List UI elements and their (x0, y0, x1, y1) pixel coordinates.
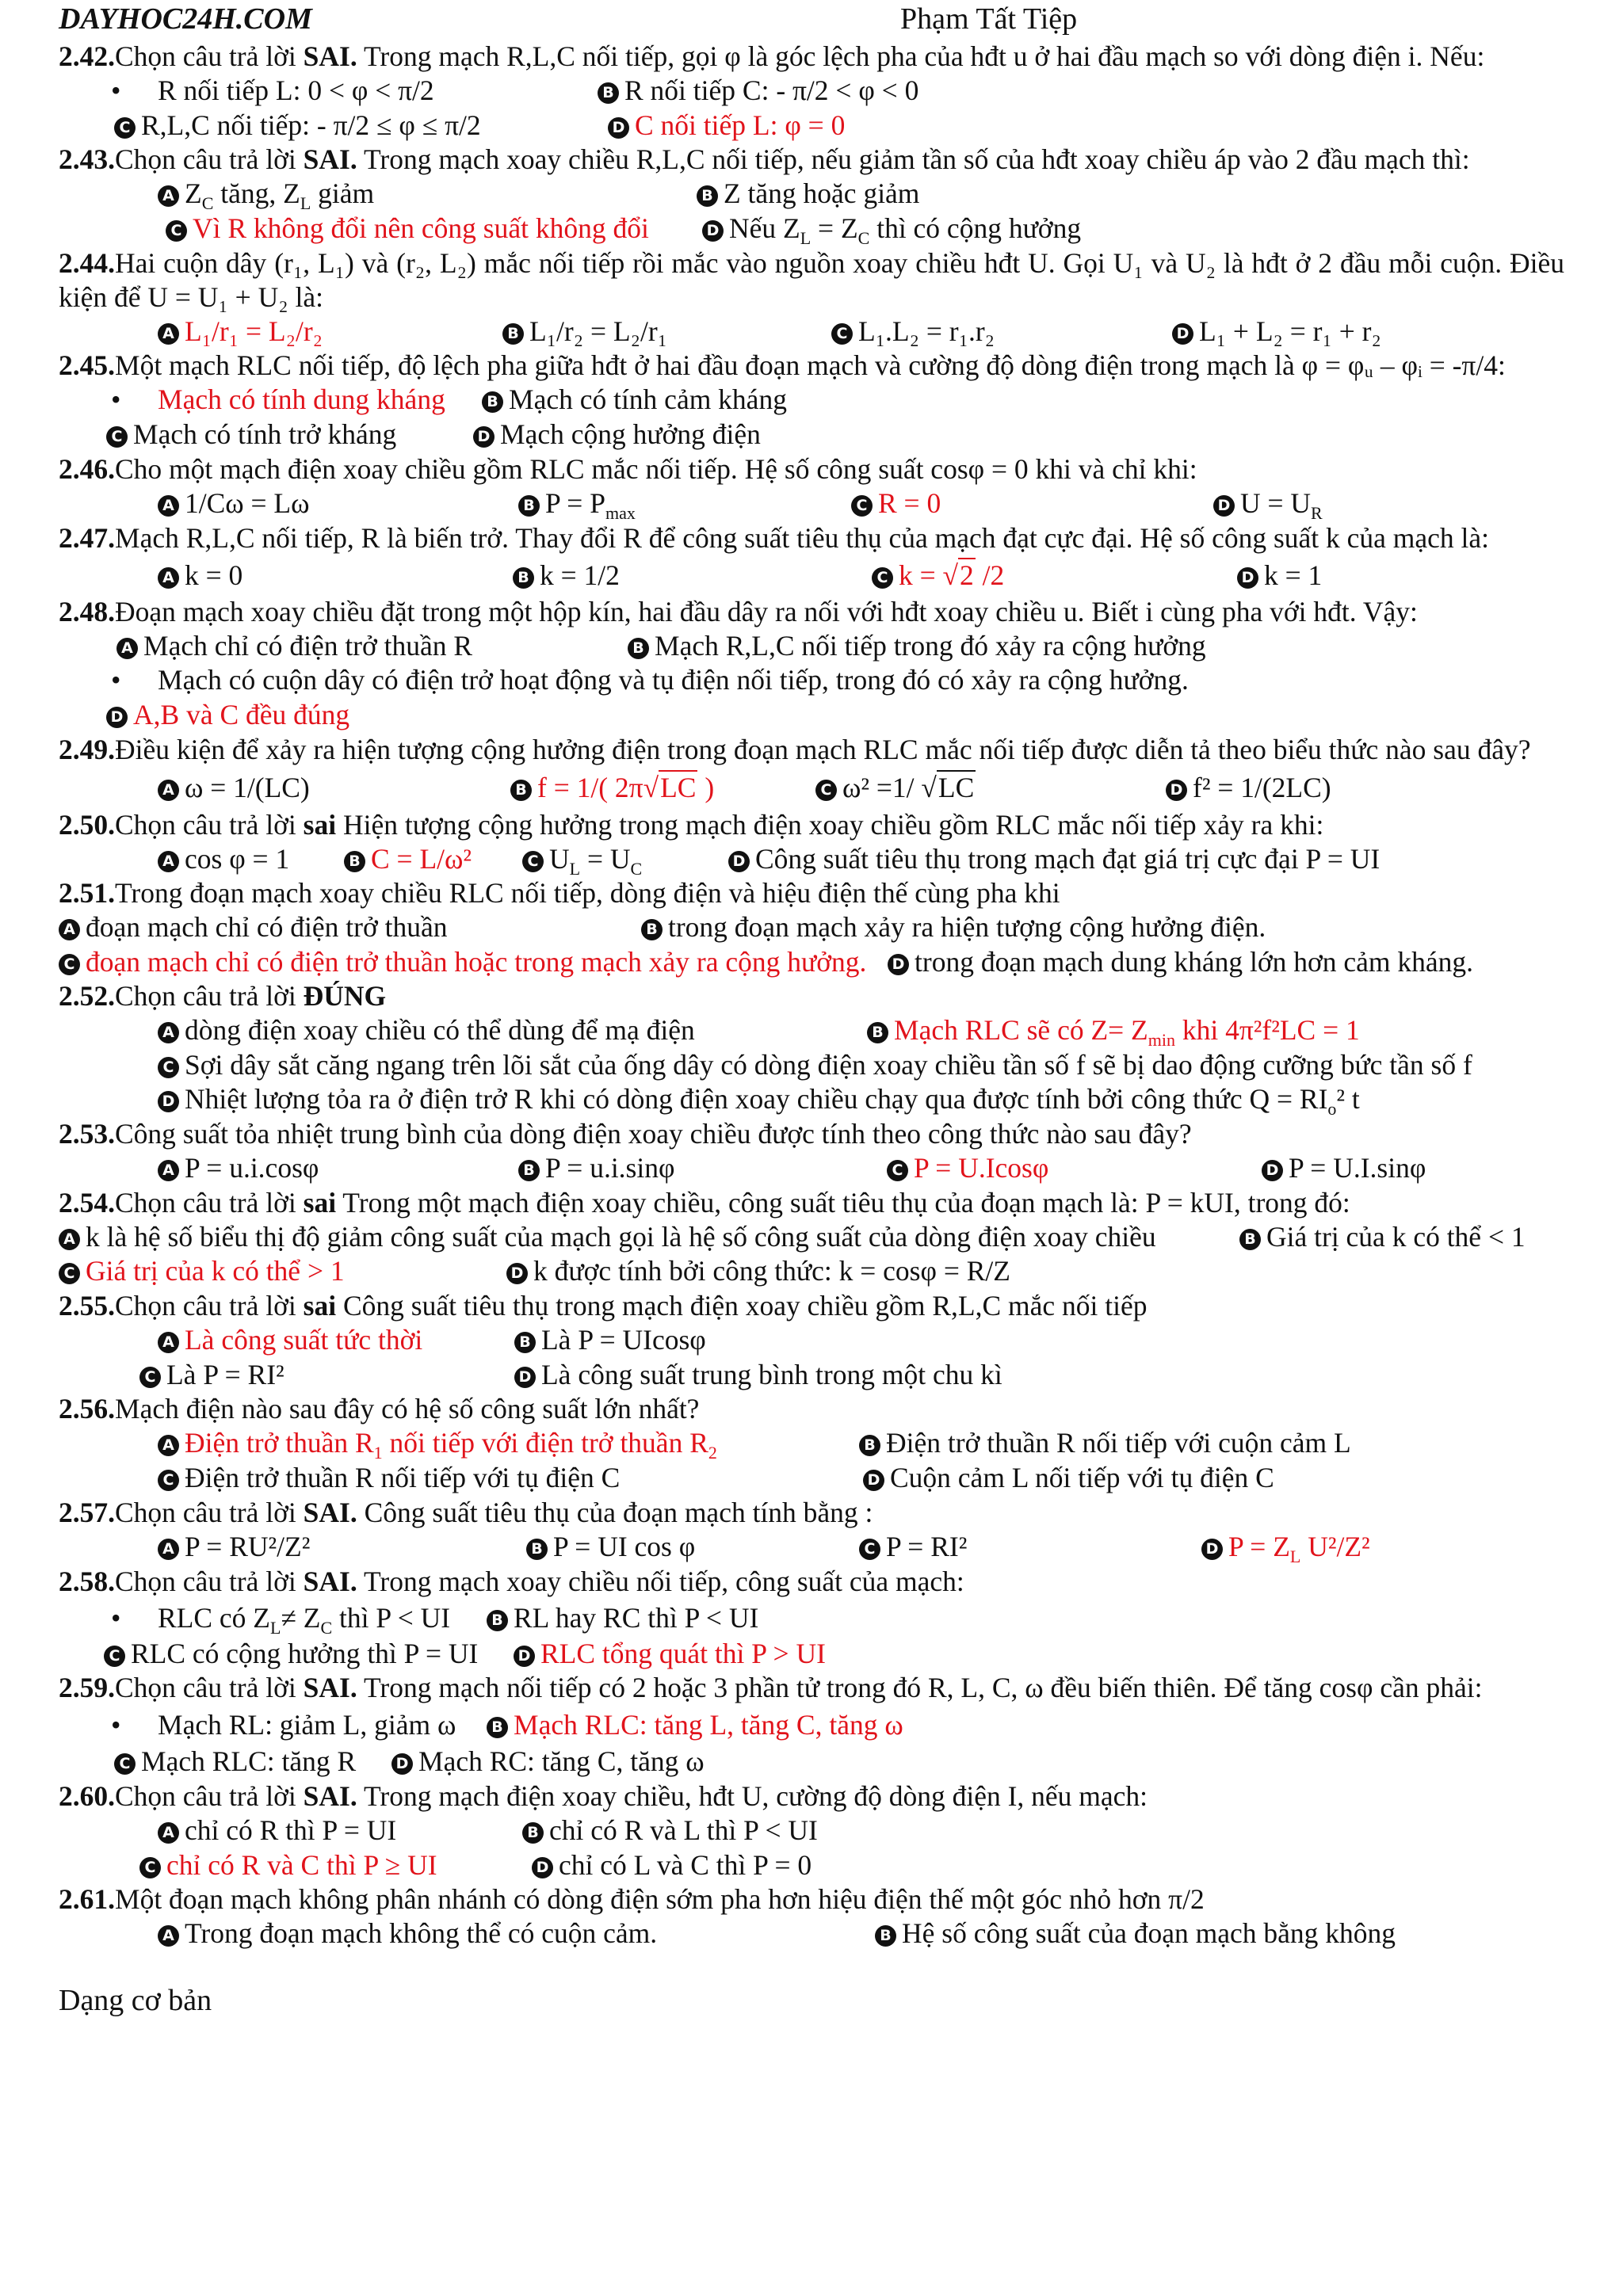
question-2-61: 2.61.Một đoạn mạch không phân nhánh có dòng điện sớm pha hơn hiệu điện thế một góc nhỏ hơn π/2 (59, 1883, 1205, 1916)
option-marker-icon: D (1262, 1160, 1283, 1181)
option-marker-icon: D (888, 954, 909, 975)
option-b: B f = 1/( 2π√LC ) (510, 767, 714, 808)
option-marker-icon: A (158, 185, 179, 207)
option-d: D Mạch cộng hưởng điện (473, 418, 761, 452)
option-marker-icon: A (59, 919, 80, 940)
option-marker-icon: B (641, 919, 663, 940)
option-a: A chỉ có R thì P = UI (158, 1814, 396, 1848)
option-marker-icon: C (59, 954, 80, 975)
option-c: C Vì R không đổi nên công suất không đổi (166, 212, 649, 246)
option-b: B Mạch có tính cảm kháng (482, 383, 787, 418)
question-2-48: 2.48.Đoạn mạch xoay chiều đặt trong một hộp kín, hai đầu dây ra nối với hđt xoay chiều u. Biết i cùng pha với hđt. Vậy: (59, 595, 1418, 627)
question-2-54: 2.54.Chọn câu trả lời sai Trong một mạch điện xoay chiều, công suất tiêu thụ của đoạn mạch là: P = kUI, trong đó: (59, 1186, 1350, 1219)
option-marker-icon: D (473, 426, 495, 448)
option-c: C P = RI² (859, 1530, 967, 1565)
option-marker-icon: A (158, 1022, 179, 1043)
option-marker-icon: B (598, 82, 619, 104)
option-marker-icon: A (158, 1822, 179, 1844)
option-marker-icon: A (158, 567, 179, 589)
option-c: C R,L,C nối tiếp: - π/2 ≤ φ ≤ π/2 (114, 109, 481, 143)
options-row (59, 418, 1564, 452)
option-d: D A,B và C đều đúng (106, 698, 349, 733)
option-a: A dòng điện xoay chiều có thể dùng để mạ điện (158, 1013, 695, 1048)
question-2-43: 2.43.Chọn câu trả lời SAI. Trong mạch xoay chiều R,L,C nối tiếp, nếu giảm tần số của hđt xoay chiều áp vào 2 đầu mạch thì: (59, 143, 1470, 176)
options-row (59, 1426, 1564, 1461)
option-b: B $P = P_{max}$ (518, 486, 636, 531)
option-b: B L₁/r₂ = L₂/r₁ (502, 315, 667, 349)
option-d: D RLC tổng quát thì P > UI (514, 1637, 826, 1672)
author-name: Phạm Tất Tiệp (900, 2, 1078, 36)
options-row (59, 109, 1564, 143)
option-b: B Mạch RLC: tăng L, tăng C, tăng ω (487, 1705, 903, 1745)
option-b: B Điện trở thuần R nối tiếp với cuộn cảm L (859, 1426, 1351, 1461)
option-d: D P = U.I.sinφ (1262, 1151, 1426, 1186)
options-row (59, 1637, 1564, 1672)
option-d: D k = 1 (1237, 555, 1322, 595)
options-row (59, 1082, 1564, 1117)
option-c: C L₁.L₂ = r₁.r₂ (831, 315, 995, 349)
option-marker-icon: A (158, 323, 179, 345)
option-c: C R = 0 (851, 486, 941, 521)
options-row (59, 177, 1564, 212)
option-marker-icon: C (139, 1857, 161, 1878)
option-c: C Mạch RLC: tăng R (114, 1745, 356, 1779)
option-marker-icon: C (158, 1057, 179, 1078)
option-c: C P = U.Icosφ (887, 1151, 1048, 1186)
option-a: A ω = 1/(LC) (158, 767, 310, 808)
option-d: D Nếu $Z_L = Z_C$ thì có cộng hưởng (702, 212, 1081, 256)
option-b: B R nối tiếp C: - π/2 < φ < 0 (598, 74, 918, 109)
option-c: C Giá trị của k có thể > 1 (59, 1254, 345, 1289)
option-a: A k là hệ số biểu thị độ giảm công suất của mạch gọi là hệ số công suất của dòng điện xoay chiều (59, 1220, 1156, 1255)
options-row (59, 1917, 1564, 1951)
option-a: A k = 0 (158, 555, 242, 595)
option-marker-icon: C (106, 426, 128, 448)
option-marker-icon: C (831, 323, 853, 345)
option-b: B k = 1/2 (513, 555, 620, 595)
option-d: D $U = U_R$ (1213, 486, 1323, 531)
option-marker-icon: B (510, 780, 532, 801)
option-marker-icon: D (1237, 567, 1258, 589)
option-marker-icon: B (526, 1539, 548, 1560)
option-marker-icon: C (158, 1470, 179, 1491)
options-row (59, 767, 1564, 808)
option-a: A Điện trở thuần $R_1$ nối tiếp với điện trở thuần $R_2$ (158, 1426, 717, 1470)
options-row (59, 1013, 1564, 1051)
option-d: D C nối tiếp L: φ = 0 (608, 109, 845, 143)
site-name: DAYHOC24H.COM (59, 2, 312, 36)
option-marker-icon: B (514, 1332, 536, 1353)
question-2-58: 2.58.Chọn câu trả lời SAI. Trong mạch xoay chiều nối tiếp, công suất của mạch: (59, 1565, 964, 1597)
bullet-icon: • (111, 74, 121, 106)
option-d: D Công suất tiêu thụ trong mạch đạt giá trị cực đại P = UI (728, 842, 1380, 877)
question-2-45: 2.45.Một mạch RLC nối tiếp, độ lệch pha giữa hđt ở hai đầu đoạn mạch và cường độ dòng điện trong mạch là φ = φᵤ – φᵢ = -π/4: (59, 349, 1506, 382)
option-marker-icon: A (158, 851, 179, 872)
option-marker-icon: D (1201, 1539, 1223, 1560)
option-b: B Z tăng hoặc giảm (697, 177, 919, 212)
option-b: B Mạch RLC sẽ có $Z= Z_{min}$ khi 4π²f²LC = 1 (867, 1013, 1360, 1058)
option-marker-icon: C (522, 851, 544, 872)
options-row (59, 1461, 1564, 1496)
option-c: C Là P = RI² (139, 1358, 285, 1393)
sqrt-symbol: √LC (921, 771, 975, 803)
option-marker-icon: A (116, 638, 138, 659)
page-header (59, 0, 1564, 40)
option-marker-icon: B (522, 1822, 544, 1844)
option-d: D Cuộn cảm L nối tiếp với tụ điện C (863, 1461, 1274, 1496)
options-row (59, 1745, 1564, 1779)
options-row (59, 1530, 1564, 1565)
option-d: D k được tính bởi công thức: k = cosφ = R/Z (506, 1254, 1010, 1289)
page (59, 0, 1564, 2018)
options-row (59, 383, 1564, 418)
option-a: A 1/Cω = Lω (158, 486, 309, 521)
option-marker-icon: C (815, 780, 837, 801)
bullet-icon: • (111, 1601, 121, 1634)
option-marker-icon: B (482, 391, 503, 413)
option-c: C đoạn mạch chỉ có điện trở thuần hoặc trong mạch xảy ra cộng hưởng. (59, 946, 866, 978)
options-row (59, 212, 1564, 249)
question-2-59: 2.59.Chọn câu trả lời SAI. Trong mạch nối tiếp có 2 hoặc 3 phần tử trong đó R, L, C, ω đều biến thiên. Để tăng cosφ cần phải: (59, 1672, 1483, 1704)
options-row (59, 1323, 1564, 1358)
option-marker-icon: D (506, 1263, 528, 1284)
bullet-icon: • (111, 1709, 121, 1741)
options-row (59, 1599, 1564, 1637)
option-marker-icon: B (875, 1925, 896, 1947)
option-d: D L₁ + L₂ = r₁ + r₂ (1172, 315, 1381, 349)
options-row (59, 663, 1564, 698)
option-b: B Mạch R,L,C nối tiếp trong đó xảy ra cộng hưởng (628, 629, 1206, 664)
option-marker-icon: D (514, 1646, 535, 1667)
options-row (59, 486, 1564, 521)
option-marker-icon: A (158, 780, 179, 801)
option-c: C RLC có cộng hưởng thì P = UI (104, 1637, 478, 1672)
option-marker-icon: B (487, 1717, 508, 1738)
option-a: Mạch RL: giảm L, giảm ω (158, 1709, 456, 1741)
option-d: D $P = Z_L$ U²/Z² (1201, 1530, 1370, 1574)
option-a: A L₁/r₁ = L₂/r₂ (158, 315, 323, 349)
option-marker-icon: A (158, 1539, 179, 1560)
option-marker-icon: A (59, 1229, 80, 1250)
question-2-57: 2.57.Chọn câu trả lời SAI. Công suất tiêu thụ của đoạn mạch tính bằng : (59, 1496, 873, 1528)
option-d: D Mạch RC: tăng C, tăng ω (391, 1745, 705, 1779)
options-row (59, 1151, 1564, 1186)
question-2-52: 2.52.Chọn câu trả lời ĐÚNG (59, 979, 387, 1012)
option-marker-icon: B (513, 567, 534, 589)
option-d: D Là công suất trung bình trong một chu kì (514, 1358, 1002, 1393)
option-marker-icon: C (872, 567, 893, 589)
option-marker-icon: B (487, 1610, 508, 1631)
option-a: R nối tiếp L: 0 < φ < π/2 (158, 74, 434, 106)
option-marker-icon: D (391, 1753, 413, 1775)
question-2-51: 2.51.Trong đoạn mạch xoay chiều RLC nối tiếp, dòng điện và hiệu điện thế cùng pha khi (59, 877, 1060, 910)
option-marker-icon: B (518, 495, 540, 517)
option-marker-icon: B (518, 1160, 540, 1181)
option-marker-icon: B (344, 851, 365, 872)
option-marker-icon: A (158, 1332, 179, 1353)
options-row (59, 315, 1564, 349)
option-c: C Điện trở thuần R nối tiếp với tụ điện C (158, 1461, 620, 1496)
option-marker-icon: C (887, 1160, 908, 1181)
option-c: Mạch có cuộn dây có điện trở hoạt động và tụ điện nối tiếp, trong đó có xảy ra cộng hưởng. (158, 664, 1189, 696)
option-b: B RL hay RC thì P < UI (487, 1599, 758, 1637)
option-a: A P = RU²/Z² (158, 1530, 310, 1565)
option-marker-icon: C (114, 1753, 136, 1775)
option-marker-icon: B (502, 323, 524, 345)
option-a: A Mạch chỉ có điện trở thuần R (116, 629, 472, 664)
question-2-56: 2.56.Mạch điện nào sau đây có hệ số công suất lớn nhất? (59, 1393, 700, 1425)
options-row (59, 1705, 1564, 1745)
option-marker-icon: A (158, 1435, 179, 1456)
option-a: A $Z_C$ tăng, $Z_L$ giảm (158, 177, 374, 221)
option-marker-icon: D (702, 220, 724, 242)
question-2-46: 2.46.Cho một mạch điện xoay chiều gồm RLC mắc nối tiếp. Hệ số công suất cosφ = 0 khi và chỉ khi: (59, 452, 1197, 485)
option-marker-icon: B (859, 1435, 880, 1456)
option-marker-icon: D (106, 707, 128, 728)
option-marker-icon: C (139, 1367, 161, 1388)
option-b: B chỉ có R và L thì P < UI (522, 1814, 818, 1848)
option-c: C Sợi dây sắt căng ngang trên lõi sắt của ống dây có dòng điện xoay chiều tần số f sẽ bị dao động cưỡng bức tần số f (158, 1048, 1472, 1083)
options-row (59, 910, 1564, 945)
option-marker-icon: C (851, 495, 873, 517)
option-marker-icon: D (1166, 780, 1187, 801)
option-b: B P = UI cos φ (526, 1530, 695, 1565)
option-c: C $U_L = U_C$ (522, 842, 642, 887)
option-marker-icon: D (608, 117, 629, 139)
question-2-42: 2.42.Chọn câu trả lời SAI. Trong mạch R,L,C nối tiếp, gọi φ là góc lệch pha của hđt u ở hai đầu mạch so với dòng điện i. Nếu: (59, 40, 1485, 72)
option-b: B Hệ số công suất của đoạn mạch bằng không (875, 1917, 1396, 1951)
option-marker-icon: A (158, 1925, 179, 1947)
question-2-60: 2.60.Chọn câu trả lời SAI. Trong mạch điện xoay chiều, hđt U, cường độ dòng điện I, nếu mạch: (59, 1779, 1148, 1812)
sqrt-symbol: √2 (942, 559, 974, 591)
options-row (59, 945, 1564, 979)
question-2-47: 2.47.Mạch R,L,C nối tiếp, R là biến trở. Thay đổi R để công suất tiêu thụ của mạch đạt cực đại. Hệ số công suất k của mạch là: (59, 521, 1490, 554)
option-marker-icon: A (158, 1160, 179, 1181)
option-a: A Là công suất tức thời (158, 1323, 422, 1358)
option-marker-icon: D (514, 1367, 536, 1388)
option-b: B Là P = UIcosφ (514, 1323, 706, 1358)
bullet-icon: • (111, 664, 121, 696)
option-a: A P = u.i.cosφ (158, 1151, 319, 1186)
option-d: D trong đoạn mạch dung kháng lớn hơn cảm kháng. (888, 946, 1473, 978)
section-footer: Dạng cơ bản (59, 1983, 212, 2017)
options-row (59, 1814, 1564, 1848)
option-marker-icon: B (628, 638, 649, 659)
bullet-icon: • (111, 383, 121, 416)
option-b: B P = u.i.sinφ (518, 1151, 674, 1186)
option-c: C k = √2 /2 (872, 555, 1004, 595)
options-row (59, 1358, 1564, 1393)
options-row (59, 1254, 1564, 1289)
option-c: C chỉ có R và C thì P ≥ UI (139, 1848, 437, 1883)
question-2-49: 2.49.Điều kiện để xảy ra hiện tượng cộng hưởng điện trong đoạn mạch RLC mắc nối tiếp được diễn tả theo biểu thức nào sau đây? (59, 733, 1531, 765)
option-a: A cos φ = 1 (158, 842, 289, 877)
option-b: B Giá trị của k có thể < 1 (1239, 1220, 1526, 1255)
question-2-55: 2.55.Chọn câu trả lời sai Công suất tiêu thụ trong mạch điện xoay chiều gồm R,L,C mắc nối tiếp (59, 1290, 1148, 1322)
option-d: D chỉ có L và C thì P = 0 (532, 1848, 812, 1883)
option-a: A Trong đoạn mạch không thể có cuộn cảm. (158, 1917, 657, 1951)
option-marker-icon: D (728, 851, 750, 872)
option-marker-icon: C (859, 1539, 880, 1560)
options-row (59, 1048, 1564, 1083)
option-d: D Nhiệt lượng tỏa ra ở điện trở R khi có dòng điện xoay chiều chạy qua được tính bởi công thức $Q = RI_o^2$ t (158, 1082, 1360, 1127)
options-row (59, 555, 1564, 595)
option-marker-icon: C (59, 1263, 80, 1284)
option-c: C ω² =1/ √LC (815, 767, 976, 808)
options-row (59, 698, 1564, 733)
option-marker-icon: B (1239, 1229, 1261, 1250)
option-marker-icon: A (158, 495, 179, 517)
options-row (59, 74, 1564, 109)
option-d: D f² = 1/(2LC) (1166, 767, 1331, 808)
options-row (59, 1848, 1564, 1883)
question-2-44: 2.44.Hai cuộn dây (r₁, L₁) và (r₂, L₂) mắc nối tiếp rồi mắc vào nguồn xoay chiều hđt U. Gọi U₁ và U₂ là hđt ở 2 đầu mỗi cuộn. Điều kiện để U = U₁ + U₂ là: (59, 246, 1564, 313)
sqrt-symbol: √LC (643, 771, 697, 803)
option-marker-icon: C (166, 220, 187, 242)
option-marker-icon: D (1213, 495, 1235, 517)
option-marker-icon: C (114, 117, 136, 139)
option-a: Mạch có tính dung kháng (158, 383, 445, 416)
options-row (59, 1220, 1564, 1255)
option-a: RLC có $Z_L\ne Z_C$ thì P < UI (158, 1601, 451, 1638)
option-a: A đoạn mạch chỉ có điện trở thuần (59, 910, 447, 945)
question-2-53: 2.53.Công suất tỏa nhiệt trung bình của dòng điện xoay chiều được tính theo công thức nào sau đây? (59, 1118, 1192, 1150)
option-marker-icon: D (863, 1470, 884, 1491)
option-b: B C = L/ω² (344, 842, 472, 877)
option-marker-icon: B (697, 185, 718, 207)
option-marker-icon: C (104, 1646, 125, 1667)
option-c: C Mạch có tính trở kháng (106, 418, 396, 452)
option-b: B trong đoạn mạch xảy ra hiện tượng cộng hưởng điện. (641, 910, 1266, 945)
option-marker-icon: B (867, 1022, 888, 1043)
options-row (59, 842, 1564, 877)
option-marker-icon: D (1172, 323, 1193, 345)
question-2-50: 2.50.Chọn câu trả lời sai Hiện tượng cộng hưởng trong mạch điện xoay chiều gồm RLC mắc nối tiếp xảy ra khi: (59, 808, 1324, 841)
option-marker-icon: D (532, 1857, 553, 1878)
option-marker-icon: D (158, 1091, 179, 1112)
options-row (59, 629, 1564, 664)
